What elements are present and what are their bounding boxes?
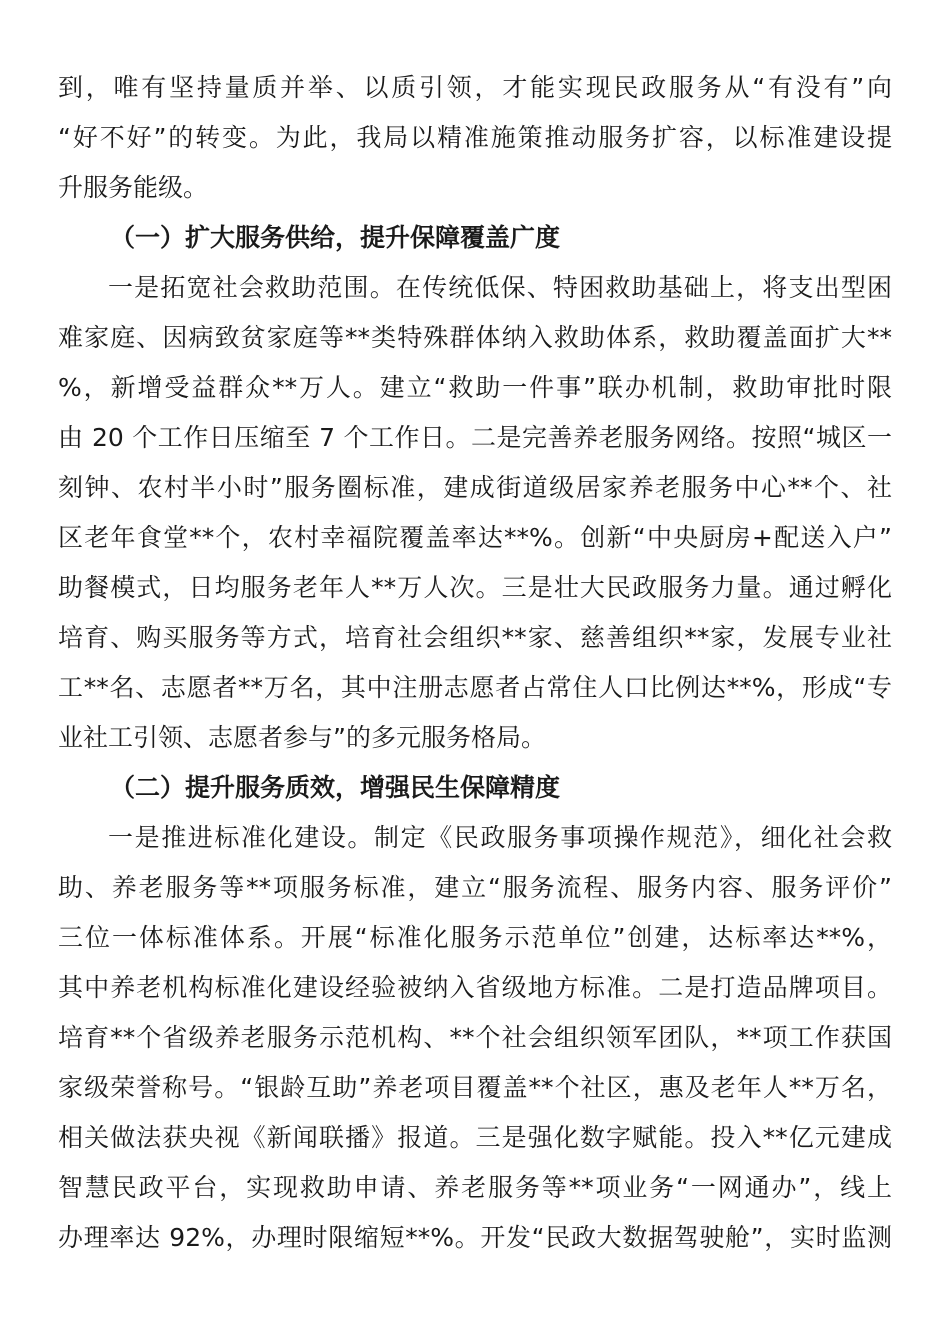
body-text-line: 业社工引领、志愿者参与”的多元服务格局。 <box>58 723 546 752</box>
body-text-line: %，新增受益群众**万人。建立“救助一件事”联办机制，救助审批时限 <box>58 373 892 402</box>
body-text-line: 家级荣誉称号。“银龄互助”养老项目覆盖**个社区，惠及老年人**万名， <box>58 1073 892 1102</box>
body-text-line: 难家庭、因病致贫家庭等**类特殊群体纳入救助体系，救助覆盖面扩大** <box>58 323 892 352</box>
body-text-line: “好不好”的转变。为此，我局以精准施策推动服务扩容，以标准建设提 <box>58 123 892 152</box>
body-text-line: 刻钟、农村半小时”服务圈标准，建成街道级居家养老服务中心**个、社 <box>58 473 892 502</box>
section-heading-1: （一）扩大服务供给，提升保障覆盖广度 <box>110 223 561 252</box>
body-text-line: 三位一体标准体系。开展“标准化服务示范单位”创建，达标率达**%， <box>58 923 892 952</box>
body-text-line: 升服务能级。 <box>58 173 209 202</box>
body-text-line: 培育**个省级养老服务示范机构、**个社会组织领军团队，**项工作获国 <box>58 1023 892 1052</box>
body-text-line: 到，唯有坚持量质并举、以质引领，才能实现民政服务从“有没有”向 <box>58 73 892 102</box>
body-text-line: 工**名、志愿者**万名，其中注册志愿者占常住人口比例达**%，形成“专 <box>58 673 892 702</box>
body-text-line: 助餐模式，日均服务老年人**万人次。三是壮大民政服务力量。通过孵化 <box>58 573 892 602</box>
body-text-line: 区老年食堂**个，农村幸福院覆盖率达**%。创新“中央厨房+配送入户” <box>58 523 892 552</box>
section-heading-2: （二）提升服务质效，增强民生保障精度 <box>110 773 561 802</box>
body-text-line: 智慧民政平台，实现救助申请、养老服务等**项业务“一网通办”，线上 <box>58 1173 892 1202</box>
body-text-line: 助、养老服务等**项服务标准，建立“服务流程、服务内容、服务评价” <box>58 873 892 902</box>
body-text-line: 相关做法获央视《新闻联播》报道。三是强化数字赋能。投入**亿元建成 <box>58 1123 892 1152</box>
body-text-line: 由 20 个工作日压缩至 7 个工作日。二是完善养老服务网络。按照“城区一 <box>58 423 892 452</box>
body-text-line: 其中养老机构标准化建设经验被纳入省级地方标准。二是打造品牌项目。 <box>58 973 892 1002</box>
paragraph-first-line: 一是拓宽社会救助范围。在传统低保、特困救助基础上，将支出型困 <box>108 273 892 302</box>
paragraph-first-line: 一是推进标准化建设。制定《民政服务事项操作规范》，细化社会救 <box>108 823 892 852</box>
body-text-line: 办理率达 92%，办理时限缩短**%。开发“民政大数据驾驶舱”，实时监测 <box>58 1223 892 1252</box>
body-text-line: 培育、购买服务等方式，培育社会组织**家、慈善组织**家，发展专业社 <box>58 623 892 652</box>
